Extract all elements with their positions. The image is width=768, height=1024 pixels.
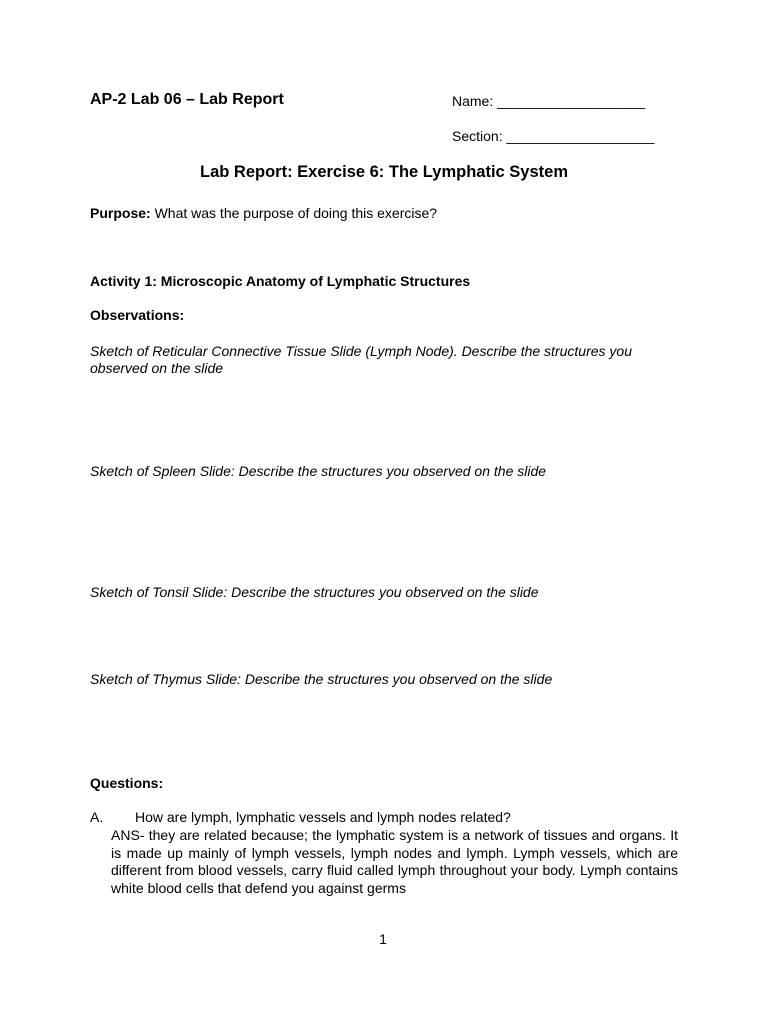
sketch-prompt-thymus: Sketch of Thymus Slide: Describe the structures you observed on the slide [90,671,553,687]
question-a-answer: ANS- they are related because; the lymphatic system is a network of tissues and organs. It is made up mainly of lymph vessels, lymph nodes and lymph. Lymph vessels, which are different from blood vessels, carry fluid called lymph throughout your body. Lymph contains white blood cells that defend you against germs [111,827,678,896]
page-number-wrapper [0,931,768,947]
activity-heading: Activity 1: Microscopic Anatomy of Lymphatic Structures [90,273,471,289]
purpose-line [90,205,437,221]
name-field-line: Name: ___________________ [452,93,646,109]
section-field-line: Section: ___________________ [452,128,655,144]
sketch-prompt-tonsil: Sketch of Tonsil Slide: Describe the structures you observed on the slide [90,584,539,600]
purpose-question: What was the purpose of doing this exercise? [150,205,438,221]
question-a-text: How are lymph, lymphatic vessels and lymph nodes related? [135,809,511,825]
observations-heading: Observations: [90,307,185,323]
page-title-wrapper [0,163,768,182]
question-a-letter: A. [90,809,104,825]
document-header-title: AP-2 Lab 06 – Lab Report [90,91,284,108]
questions-heading: Questions: [90,775,164,791]
purpose-label: Purpose: [90,205,151,221]
sketch-prompt-spleen: Sketch of Spleen Slide: Describe the structures you observed on the slide [90,463,547,479]
page-number: 1 [379,931,387,947]
sketch-prompt-lymph-node: Sketch of Reticular Connective Tissue Slide (Lymph Node). Describe the structures you observed on the slide [90,343,632,376]
page-title: Lab Report: Exercise 6: The Lymphatic System [199,163,568,181]
